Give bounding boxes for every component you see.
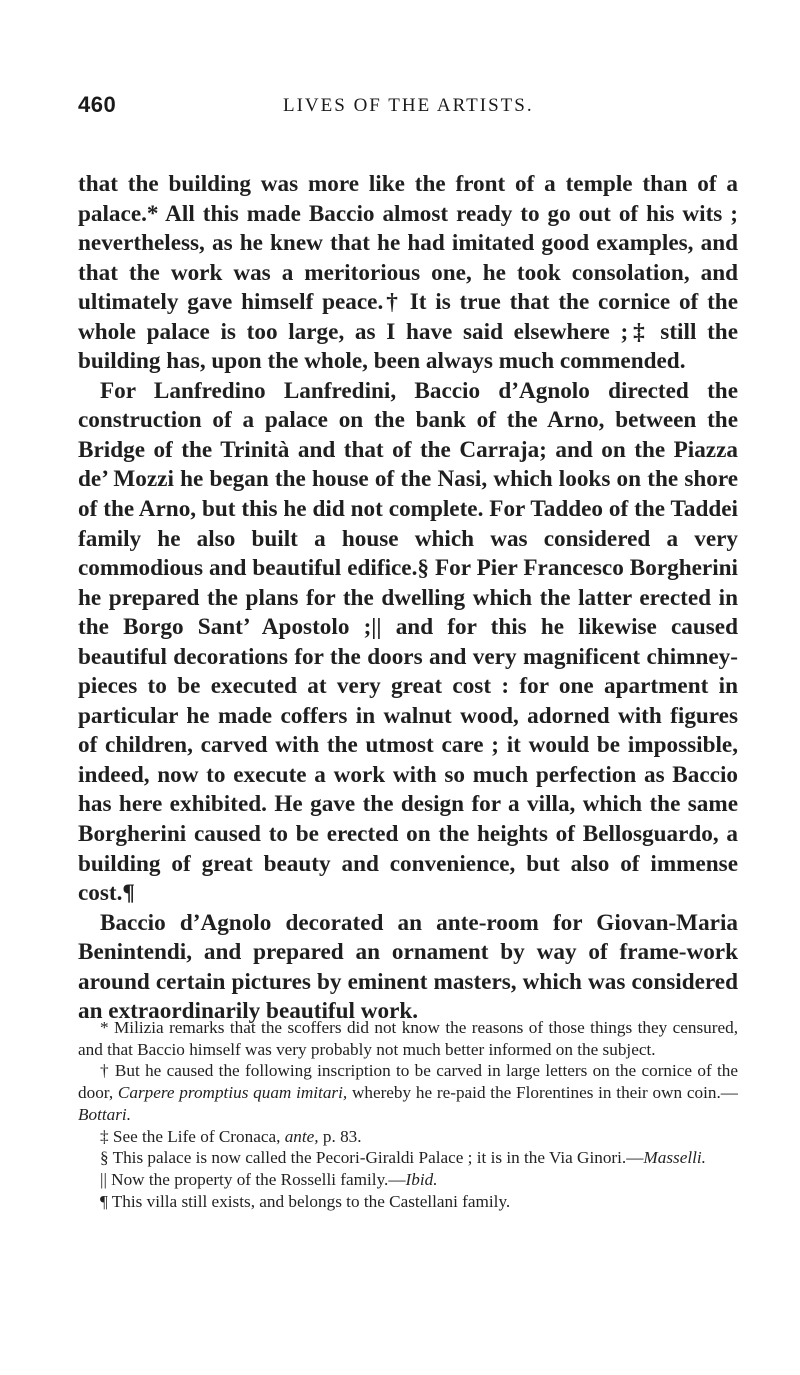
footnote-source: Masselli. <box>643 1148 706 1168</box>
footnotes <box>78 1017 738 1212</box>
main-text <box>78 170 738 1027</box>
page-header <box>78 92 738 122</box>
running-title: LIVES OF THE ARTISTS. <box>283 95 534 116</box>
footnote-text: || Now the property of the Rosselli family.— <box>100 1169 406 1189</box>
footnote <box>78 1191 738 1213</box>
footnote-ante: ante, <box>284 1126 319 1146</box>
body-paragraph: For Lanfredino Lanfredini, Baccio d’Agnolo directed the construction of a palace on the bank of the Arno, between the Bridge of the Trinità and that of the Carraja; and on the Piazza de’ Mozzi he began the house of the Nasi, which looks on the shore of the Arno, but this he did not complete. For Taddeo of the Taddei family he also built a house which was considered a very commodious and beautiful edifice.§ For Pier Francesco Borgherini he prepared the plans for the dwelling which the latter erected in the Borgo Sant’ Apostolo ;|| and for this he likewise caused beautiful decorations for the doors and very magnificent chimney-pieces to be executed at very great cost : for one apartment in particular he made coffers in walnut wood, adorned with figures of children, carved with the utmost care ; it would be impossible, indeed, now to execute a work with so much perfection as Baccio has here exhibited. He gave the design for a villa, which the same Borgherini caused to be erected on the heights of Bellosguardo, a building of great beauty and convenience, but also of immense cost.¶ <box>78 377 738 907</box>
body-paragraph: that the building was more like the front of a temple than of a palace.* All this made Baccio almost ready to go out of his wits ; nevertheless, as he knew that he had imitated good examples, and that the work was a meritorious one, he took consolation, and ultimately gave himself peace.† It is true that the cornice of the whole palace is too large, as I have said elsewhere ;‡ still the building has, upon the whole, been always much commended. <box>78 171 738 375</box>
footnote-latin-inscription: Carpere promptius quam imitari, <box>117 1083 348 1103</box>
footnote <box>78 1017 738 1060</box>
footnote-source: Ibid. <box>405 1169 438 1189</box>
footnote <box>78 1169 738 1191</box>
footnote-text: † But he caused the following inscription to be carved in large letters on the cornice of the door, <box>78 1061 738 1103</box>
footnote-text: * Milizia remarks that the scoffers did not know the reasons of those things they censured, and that Baccio himself was very probably not much better informed on the subject. <box>78 1018 738 1059</box>
body-paragraph: Baccio d’Agnolo decorated an ante-room for Giovan-Maria Benintendi, and prepared an ornament by way of frame-work around certain pictures by eminent masters, which was considered an extraordinarily beautiful work. <box>78 909 738 1025</box>
footnote-text: ‡ See the Life of Cronaca, <box>100 1126 285 1146</box>
footnote-text: p. 83. <box>318 1126 362 1146</box>
footnote-text: § This palace is now called the Pecori-Giraldi Palace ; it is in the Via Ginori.— <box>100 1148 644 1168</box>
footnote <box>78 1060 738 1125</box>
page-number: 460 <box>78 92 117 117</box>
footnote-text: ¶ This villa still exists, and belongs to the Castellani family. <box>100 1191 511 1211</box>
footnote-text: whereby he re-paid the Florentines in their own coin.— <box>347 1083 738 1103</box>
footnote <box>78 1126 738 1148</box>
footnote <box>78 1147 738 1169</box>
footnote-source: Bottari. <box>78 1104 131 1124</box>
